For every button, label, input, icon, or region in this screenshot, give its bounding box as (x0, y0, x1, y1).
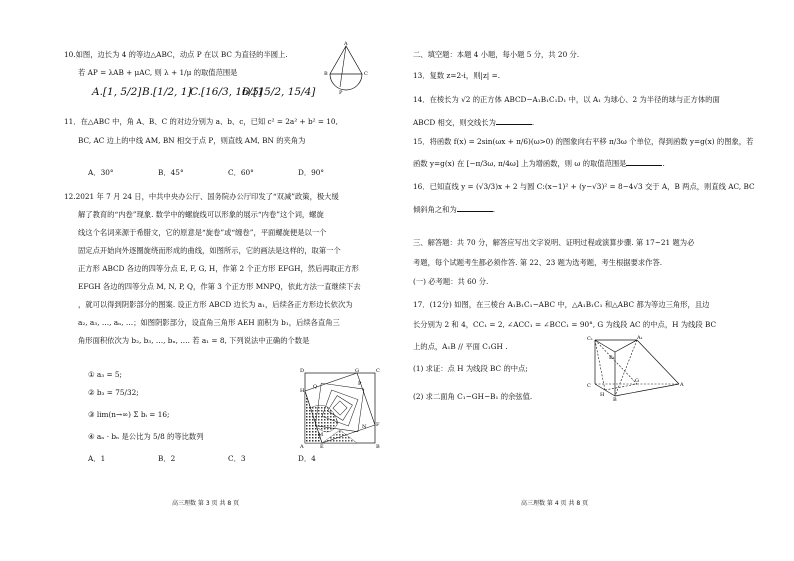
q12-label-q: Q (313, 384, 318, 390)
q12-line-4: 固定点开始向外逐圈旋绕而形成的曲线，如图所示，它的画法是这样的，取第一个 (78, 246, 341, 255)
q16-stem-2: 倾斜角之和为 (413, 205, 457, 214)
q10-option-a: A.[1, 5/2] (92, 86, 142, 98)
q10-label-p: P (339, 90, 343, 96)
q12-statement-3: ③ lim(n→∞) Σ bᵢ = 16; (88, 410, 170, 419)
q11-option-a: A．30° (88, 168, 114, 177)
q12-label-e: E (320, 444, 324, 450)
q17-label-c1: C₁ (587, 336, 593, 342)
q12-label-b: B (376, 444, 380, 450)
q17-label-a: A (680, 382, 684, 388)
q12-line-2: 解了教育的“内卷”现象. 数学中的螺旋线可以形象的展示“内卷”这个词，螺旋 (78, 210, 324, 219)
section-2-heading: 二、填空题：本题 4 小题，每小题 5 分，共 20 分. (413, 50, 580, 59)
right-footer: 高三理数 第 4 页 共 8 页 (521, 500, 589, 507)
q14-stem-2: ABCD 相交，则交线长为 (413, 118, 496, 127)
q16-line-1: 16．已知直线 y = (√3/3)x + 2 与圆 C:(x−1)² + (y−√3)² = 8−4√3 交于 A，B 两点，则直线 AC, BC (413, 182, 755, 191)
q10-label-a: A (344, 41, 348, 47)
q12-line-6: EFGH 各边的四等分点 M, N, P, Q，作第 3 个正方形 MNPQ，依此方法一直继续下去 (78, 282, 361, 291)
q12-line-8: a₂, a₃, …, aₙ, …；如图阴影部分，设直角三角形 AEH 面积为 b₁，后续各直角三 (78, 318, 340, 327)
q10-option-c: C.[16/3, 16/5] (190, 86, 264, 98)
q13-text (413, 71, 500, 80)
q17-label-b: B (613, 397, 617, 403)
section-3-line-1: 三、解答题：共 70 分，解答应写出文字说明、证明过程或演算步骤. 第 17~21 题为必 (413, 238, 695, 247)
q17-label-b1: B₁ (609, 355, 615, 361)
q17-label-h: H (600, 392, 605, 398)
q12-option-d: D．4 (298, 454, 316, 463)
q12-option-b: B．2 (158, 454, 176, 463)
q10-stem-2: 若 AP = λAB + μAC, 则 λ + 1/μ 的取值范围是 (78, 68, 238, 77)
q12-label-h: H (300, 388, 305, 394)
section-3-line-2: 考题，每个试题考生都必须作答. 第 22、23 题为选考题，考生根据要求作答. (413, 258, 663, 267)
q17-line-2: 长分别为 2 和 4，CC₁ = 2, ∠ACC₁ = ∠BCC₁ = 90°, G 为线段 AC 的中点，H 为线段 BC (413, 320, 717, 329)
right-page (397, 0, 794, 561)
q12-line-9: 角形面积依次为 b₂, b₃, …, bₙ, …. 若 a₁ = 8, 下列说法中正确的个数是 (78, 336, 310, 345)
q10-figure (324, 41, 370, 96)
q12-label-d: D (300, 368, 305, 374)
q15-stem-2: 函数 y=g(x) 在 [−π/3ω, π/4ω] 上为增函数，则 ω 的取值范围是 (413, 159, 627, 168)
q11-stem-2: BC, AC 边上的中线 AM, BN 相交于点 P，则直线 AM, BN 的夹角为 (78, 136, 306, 145)
q10-option-d: D.[15/2, 15/4] (242, 86, 316, 98)
q15-answer-blank[interactable] (626, 158, 662, 166)
q12-option-c: C．3 (228, 454, 246, 463)
q12-line-7: ，就可以得到阴影部分的图案. 设正方形 ABCD 边长为 a₁，后续各正方形边长依次为 (78, 300, 353, 309)
q15-line-1: 15．将函数 f(x) = 2sin(ωx + π/6)(ω>0) 的图象向右平移 π/3ω 个单位，得到函数 y=g(x) 的图象，若 (413, 137, 754, 146)
q13-stem: 13．复数 z=2-i，则|z| = (413, 71, 498, 80)
q12-line-5: 正方形 ABCD 各边的四等分点 E, F, G, H，作第 2 个正方形 EFGH，然后再取正方形 (78, 264, 359, 273)
q17-line-3: 上的点，A₁B // 平面 C₁GH . (413, 342, 508, 351)
q10-option-b: B.[1/2, 1] (142, 86, 192, 98)
q11-option-c: C．60° (228, 168, 254, 177)
q12-line-3: 线这个名词来源于希腊文，它的原意是“旋卷”或“缠卷”，平面螺旋便是以一个 (78, 228, 327, 237)
q17-label-g: G (635, 378, 639, 384)
q17-label-a1: A₁ (637, 335, 643, 341)
q12-line-1: 12.2021 年 7 月 24 日，中共中央办公厅、国务院办公厅印发了“双减”政策，极大缓 (64, 192, 339, 201)
q14-line-1: 14．在棱长为 √2 的正方体 ABCD−A₁B₁C₁D₁ 中，以 A₁ 为球心、2 为半径的球与正方体的面 (413, 95, 720, 104)
q12-statement-2: ② b₃ = 75/32; (88, 388, 139, 397)
q12-label-g: G (355, 368, 359, 374)
q12-spiral-figure (300, 368, 380, 448)
q12-statement-4: ④ aₙ · bₙ 是公比为 5/8 的等比数列 (88, 432, 204, 441)
q12-label-m: M (318, 432, 324, 438)
q12-label-c: C (376, 368, 380, 374)
q11-option-d: D．90° (298, 168, 325, 177)
q16-answer-blank[interactable] (457, 204, 493, 212)
q15-line-2: 函数 y=g(x) 在 [−π/3ω, π/4ω] 上为增函数，则 ω 的取值范围是 . (413, 159, 665, 168)
q11-option-b: B．45° (158, 168, 184, 177)
q12-option-a: A．1 (88, 454, 106, 463)
q10-label-b: B (324, 71, 328, 77)
q17-line-1: 17．(12分) 如图，在三棱台 A₁B₁C₁−ABC 中，△A₁B₁C₁ 和△ABC 都为等边三角形，且边 (413, 300, 710, 309)
q13-end: . (497, 71, 501, 80)
q17-frustum-figure (587, 332, 687, 403)
q11-stem: 11．在△ABC 中，角 A、B、C 的对边分别为 a、b、c，已知 c² = 2a² + b² = 10, (64, 117, 338, 126)
q12-label-p: P (358, 381, 362, 387)
required-heading: (一) 必考题：共 60 分. (413, 277, 489, 286)
q10-label-c: C (364, 71, 368, 77)
q14-answer-blank[interactable] (496, 117, 532, 125)
q10-stem: 10.如图，边长为 4 的等边△ABC，动点 P 在以 BC 为直径的半圆上. (64, 50, 288, 59)
left-footer: 高三理数 第 3 页 共 8 页 (172, 500, 240, 507)
q12-label-a: A (300, 444, 304, 450)
q17-label-c: C (587, 383, 591, 389)
q16-line-2: 倾斜角之和为 . (413, 205, 496, 214)
q17-part-2: (2) 求二面角 C₁−GH−B₁ 的余弦值. (413, 392, 533, 401)
q14-line-2: ABCD 相交，则交线长为 . (413, 118, 535, 127)
q17-part-1: (1) 求证：点 H 为线段 BC 的中点; (413, 364, 528, 373)
q12-label-f: F (376, 422, 380, 428)
q12-statement-1: ① a₃ = 5; (88, 370, 122, 379)
q12-label-n: N (362, 424, 367, 430)
